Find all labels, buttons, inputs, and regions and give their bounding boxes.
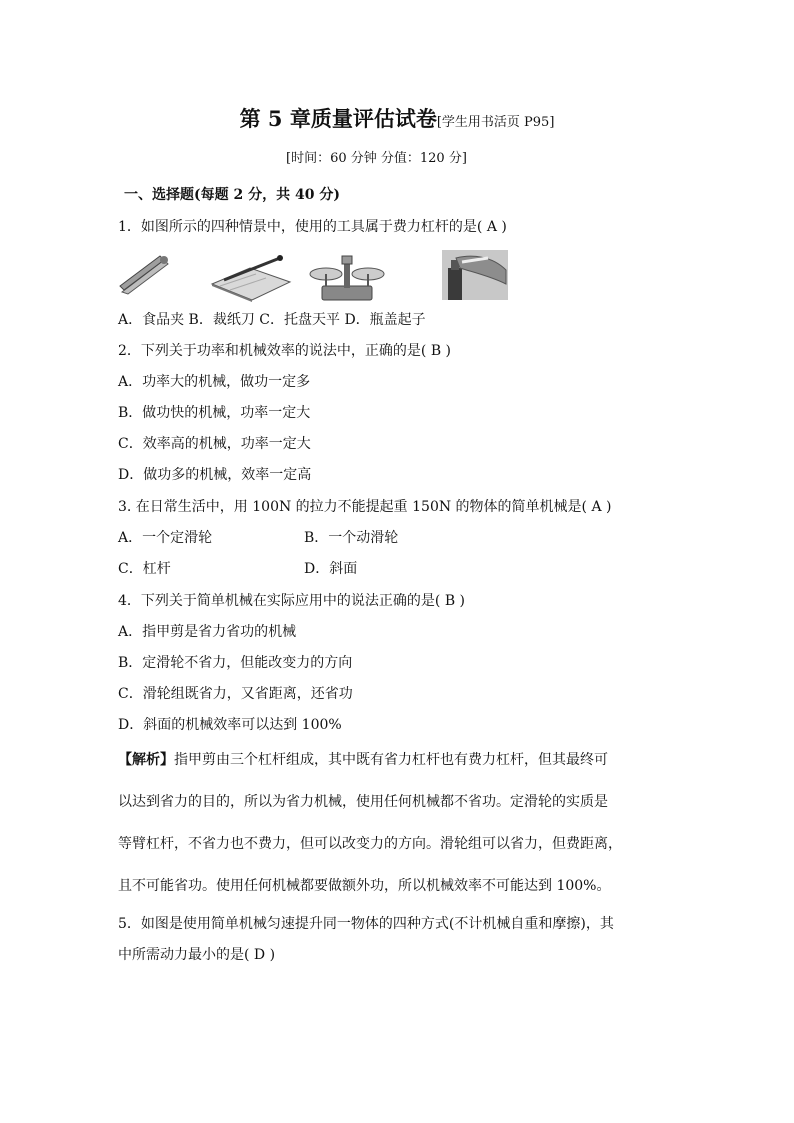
explanation-tag: 【解析】 (118, 752, 174, 768)
title-note: [学生用书活页 P95] (436, 115, 555, 130)
bottle-opener-image (442, 250, 508, 300)
q4-stem: 4．下列关于简单机械在实际应用中的说法正确的是( B ) (118, 593, 466, 609)
q4-explanation-line-3: 等臂杠杆，不省力也不费力，但可以改变力的方向。滑轮组可以省力，但费距离， (118, 836, 622, 852)
q2-option-d: D．做功多的机械，效率一定高 (118, 467, 312, 483)
q2-option-b: B．做功快的机械，功率一定大 (118, 405, 311, 421)
q5-line-2: 中所需动力最小的是( D ) (118, 947, 276, 963)
title-main: 第 5 章质量评估试卷 (239, 106, 437, 131)
exam-meta: [时间：60 分钟 分值：120 分] (286, 151, 467, 166)
q4-explanation-line-4: 且不可能省功。使用任何机械都要做额外功，所以机械效率不可能达到 100%。 (118, 878, 611, 894)
q1-options: A．食品夹 B．裁纸刀 C．托盘天平 D．瓶盖起子 (118, 312, 426, 328)
q2-option-c: C．效率高的机械，功率一定大 (118, 436, 311, 452)
q4-explanation-line-1 (118, 751, 608, 769)
q3-option-a: A．一个定滑轮 (118, 530, 213, 546)
q4-option-d: D．斜面的机械效率可以达到 100% (118, 717, 342, 733)
balance-scale-image (308, 252, 386, 302)
q3-option-d: D．斜面 (304, 561, 358, 577)
q3-option-b: B．一个动滑轮 (304, 530, 399, 546)
q5-line-1: 5．如图是使用简单机械匀速提升同一物体的四种方式(不计机械自重和摩擦)，其 (118, 916, 614, 932)
explanation-text-1: 指甲剪由三个杠杆组成，其中既有省力杠杆也有费力杠杆，但其最终可 (174, 752, 608, 768)
q3-option-c: C．杠杆 (118, 561, 171, 577)
paper-cutter-image (210, 254, 292, 302)
tongs-image (118, 252, 170, 298)
page-title (0, 103, 794, 133)
q2-stem: 2．下列关于功率和机械效率的说法中，正确的是( B ) (118, 343, 452, 359)
q4-option-b: B．定滑轮不省力，但能改变力的方向 (118, 655, 353, 671)
q2-option-a: A．功率大的机械，做功一定多 (118, 374, 311, 390)
q4-option-c: C．滑轮组既省力，又省距离，还省功 (118, 686, 353, 702)
q1-stem: 1．如图所示的四种情景中，使用的工具属于费力杠杆的是( A ) (118, 219, 507, 235)
q4-option-a: A．指甲剪是省力省功的机械 (118, 624, 297, 640)
q4-explanation-line-2: 以达到省力的目的，所以为省力机械，使用任何机械都不省功。定滑轮的实质是 (118, 794, 608, 810)
section-heading: 一、选择题(每题 2 分，共 40 分) (124, 187, 340, 203)
q3-stem: 3. 在日常生活中，用 100N 的拉力不能提起重 150N 的物体的简单机械是( A ) (118, 499, 612, 515)
